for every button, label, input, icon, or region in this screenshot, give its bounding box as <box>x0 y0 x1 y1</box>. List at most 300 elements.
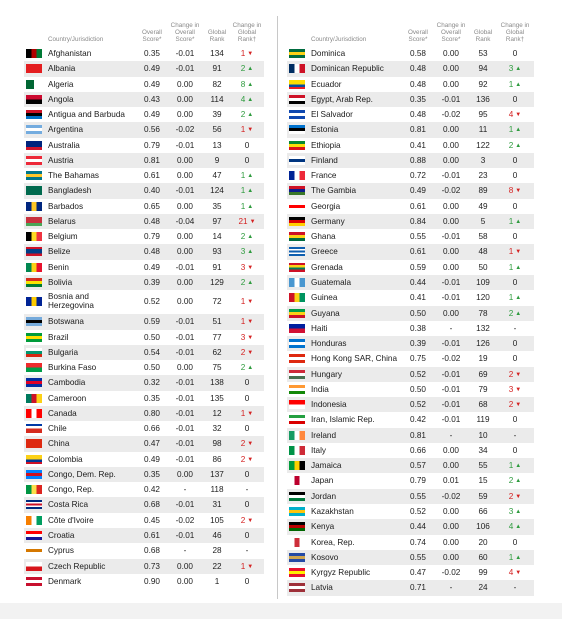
table-row <box>24 528 264 543</box>
arrow-down-icon: ▼ <box>247 299 254 306</box>
rank-change <box>232 559 262 575</box>
rank-change <box>499 229 531 244</box>
country-name: Bangladesh <box>48 186 92 196</box>
score-change: -0.01 <box>441 415 461 425</box>
flag-icon <box>26 95 42 104</box>
rank-change-value: 0 <box>512 94 518 104</box>
table-header <box>24 16 264 46</box>
flag-icon <box>289 400 305 409</box>
country-name: Korea, Rep. <box>311 537 355 547</box>
rank-change-value: 2 <box>508 400 514 410</box>
table-header <box>287 16 534 46</box>
country-name: Indonesia <box>311 400 347 410</box>
score-change: -0.01 <box>175 408 195 418</box>
arrow-up-icon: ▲ <box>247 81 254 88</box>
score-change: 0.00 <box>177 79 193 89</box>
overall-score: 0.61 <box>410 201 426 211</box>
flag-icon <box>289 431 305 440</box>
overall-score: 0.79 <box>144 232 160 242</box>
score-change: -0.01 <box>441 277 461 287</box>
arrow-down-icon: ▼ <box>515 371 522 378</box>
flag-icon <box>26 516 42 525</box>
rank-change-value: 0 <box>512 537 518 547</box>
rank-change <box>499 46 531 61</box>
global-rank: 94 <box>478 64 488 74</box>
country-name: Cambodia <box>48 378 86 388</box>
rank-change-value: 0 <box>512 201 518 211</box>
flag-icon <box>289 202 305 211</box>
rank-change <box>499 489 531 505</box>
score-change: -0.01 <box>441 171 461 181</box>
overall-score: 0.71 <box>410 583 426 593</box>
rank-change <box>499 214 531 230</box>
country-name: Denmark <box>48 576 82 586</box>
country-name: Colombia <box>48 454 83 464</box>
table-row <box>24 497 264 512</box>
global-rank: 19 <box>478 354 488 364</box>
table-row <box>24 513 264 528</box>
global-rank: 97 <box>212 216 222 226</box>
global-rank: 24 <box>478 583 488 593</box>
flag-icon <box>26 64 42 73</box>
flag-icon <box>289 95 305 104</box>
rank-change-value: 2 <box>508 369 514 379</box>
country-name: Congo, Dem. Rep. <box>48 469 116 479</box>
global-rank: 137 <box>210 469 224 479</box>
rank-change-value: 8 <box>508 186 514 196</box>
score-change: 0.00 <box>177 576 193 586</box>
table-row <box>287 397 534 412</box>
score-change: - <box>449 323 453 333</box>
global-rank: 79 <box>478 384 488 394</box>
rank-change-value: 0 <box>512 155 518 165</box>
rank-change <box>499 92 531 107</box>
score-change: -0.04 <box>175 216 195 226</box>
score-change: 0.00 <box>177 94 193 104</box>
country-name: Costa Rica <box>48 500 89 510</box>
flag-icon <box>26 141 42 150</box>
rank-change <box>232 46 262 62</box>
arrow-up-icon: ▲ <box>515 524 522 531</box>
rank-change-value: 3 <box>508 384 514 394</box>
country-name: Kosovo <box>311 552 339 562</box>
global-rank: 82 <box>212 79 222 89</box>
score-change: 0.00 <box>177 469 193 479</box>
rank-change-value: 3 <box>508 64 514 74</box>
score-change: -0.02 <box>441 491 461 501</box>
rank-change <box>232 513 262 529</box>
left-rows <box>24 46 264 589</box>
global-rank: 55 <box>478 461 488 471</box>
rank-change <box>499 260 531 276</box>
table-row <box>287 489 534 504</box>
overall-score: 0.81 <box>410 125 426 135</box>
rank-change <box>232 406 262 422</box>
table-row <box>287 306 534 321</box>
rank-change <box>232 107 262 123</box>
flag-icon <box>26 348 42 357</box>
score-change: -0.01 <box>175 140 195 150</box>
flag-icon <box>289 217 305 226</box>
global-rank: 32 <box>212 424 222 434</box>
score-change: 0.00 <box>177 171 193 181</box>
score-change: -0.01 <box>441 369 461 379</box>
country-name: Jamaica <box>311 461 342 471</box>
score-change: 0.00 <box>177 201 193 211</box>
rank-change-value: 0 <box>244 500 250 510</box>
left-table <box>24 16 264 589</box>
rank-change-value: 2 <box>240 232 246 242</box>
overall-score: 0.39 <box>410 339 426 349</box>
flag-icon <box>289 522 305 531</box>
arrow-up-icon: ▲ <box>515 127 522 134</box>
global-rank: 31 <box>212 500 222 510</box>
score-change: -0.01 <box>175 332 195 342</box>
score-change: -0.01 <box>441 384 461 394</box>
country-name: Bulgaria <box>48 347 79 357</box>
arrow-down-icon: ▼ <box>247 127 254 134</box>
rank-change-value: 2 <box>240 439 246 449</box>
table-row <box>24 153 264 168</box>
arrow-down-icon: ▼ <box>515 402 522 409</box>
rank-change-value: 0 <box>244 530 250 540</box>
rank-change-value: 2 <box>240 64 246 74</box>
header-change-overall: Change in Overall Score* <box>170 22 200 43</box>
country-name: Czech Republic <box>48 561 106 571</box>
table-row <box>287 77 534 92</box>
global-rank: 89 <box>478 186 488 196</box>
rank-change <box>232 528 262 543</box>
rank-change-value: 2 <box>508 491 514 501</box>
overall-score: 0.50 <box>144 363 160 373</box>
flag-icon <box>26 470 42 479</box>
table-row <box>24 482 264 497</box>
flag-icon <box>289 293 305 302</box>
score-change: 0.00 <box>177 155 193 165</box>
rank-change-value: 1 <box>240 49 246 58</box>
global-rank: 72 <box>212 297 222 307</box>
table-row <box>287 275 534 290</box>
global-rank: 35 <box>212 201 222 211</box>
overall-score: 0.75 <box>410 354 426 364</box>
rank-change-value: 1 <box>240 297 246 307</box>
overall-score: 0.55 <box>410 232 426 242</box>
score-change: -0.02 <box>441 110 461 120</box>
global-rank: 5 <box>480 216 486 226</box>
arrow-down-icon: ▼ <box>515 493 522 500</box>
arrow-down-icon: ▼ <box>515 249 522 256</box>
flag-icon <box>289 553 305 562</box>
global-rank: 99 <box>478 568 488 578</box>
overall-score: 0.81 <box>144 155 160 165</box>
global-rank: 66 <box>478 506 488 516</box>
flag-icon <box>26 156 42 165</box>
rank-change <box>232 168 262 184</box>
country-name: Jordan <box>311 491 337 501</box>
rank-change <box>232 214 262 230</box>
rank-change <box>232 360 262 376</box>
rank-change-value: 1 <box>240 186 246 196</box>
rank-change-value: - <box>245 546 249 556</box>
rank-change-value: 1 <box>240 201 246 211</box>
overall-score: 0.50 <box>410 308 426 318</box>
rank-change-value: 0 <box>244 424 250 434</box>
table-row <box>24 436 264 451</box>
rank-change <box>232 482 262 497</box>
overall-score: 0.47 <box>410 568 426 578</box>
rank-change-value: 1 <box>508 461 514 471</box>
global-rank: 51 <box>212 317 222 327</box>
country-name: Belgium <box>48 232 78 242</box>
country-name: The Gambia <box>311 186 357 196</box>
table-row <box>24 290 264 314</box>
score-change: -0.01 <box>175 186 195 196</box>
flag-icon <box>289 171 305 180</box>
rank-change-value: 2 <box>508 140 514 150</box>
score-change: -0.01 <box>441 339 461 349</box>
country-name: Antigua and Barbuda <box>48 110 125 120</box>
rank-change-value: 1 <box>508 293 514 303</box>
rank-change <box>499 168 531 183</box>
country-name: Dominica <box>311 49 346 58</box>
column-divider <box>277 16 278 599</box>
flag-icon <box>26 125 42 134</box>
country-name: Guatemala <box>311 277 352 287</box>
rank-change-value: 2 <box>240 515 246 525</box>
overall-score: 0.66 <box>144 424 160 434</box>
flag-icon <box>289 324 305 333</box>
country-name: Austria <box>48 155 74 165</box>
score-change: -0.02 <box>175 125 195 135</box>
rank-change <box>232 421 262 436</box>
global-rank: 10 <box>478 430 488 440</box>
overall-score: 0.49 <box>410 186 426 196</box>
rank-change <box>232 452 262 468</box>
flag-icon <box>26 217 42 226</box>
overall-score: 0.68 <box>144 546 160 556</box>
rank-change <box>232 345 262 361</box>
country-name: Belarus <box>48 216 76 226</box>
arrow-up-icon: ▲ <box>515 310 522 317</box>
country-name: Bolivia <box>48 277 73 287</box>
flag-icon <box>289 538 305 547</box>
overall-score: 0.50 <box>144 332 160 342</box>
table-row <box>287 92 534 107</box>
country-name: Estonia <box>311 125 339 135</box>
flag-icon <box>289 583 305 592</box>
rank-change <box>499 275 531 290</box>
rank-change-value: 0 <box>244 140 250 150</box>
overall-score: 0.49 <box>144 79 160 89</box>
arrow-down-icon: ▼ <box>515 112 522 119</box>
rank-change-value: 0 <box>512 354 518 364</box>
flag-icon <box>289 247 305 256</box>
score-change: 0.00 <box>177 110 193 120</box>
rank-change <box>499 428 531 443</box>
overall-score: 0.32 <box>144 378 160 388</box>
rank-change-value: 1 <box>508 262 514 272</box>
country-name: Haiti <box>311 323 328 333</box>
arrow-down-icon: ▼ <box>247 334 254 341</box>
country-name: Kazakhstan <box>311 506 354 516</box>
table-row <box>24 77 264 92</box>
flag-icon <box>289 186 305 195</box>
global-rank: 48 <box>478 247 488 257</box>
score-change: -0.02 <box>441 568 461 578</box>
country-name: Japan <box>311 476 334 486</box>
right-table <box>287 16 534 596</box>
overall-score: 0.68 <box>144 500 160 510</box>
overall-score: 0.55 <box>410 552 426 562</box>
flag-icon <box>289 49 305 58</box>
rank-change <box>232 77 262 93</box>
score-change: -0.02 <box>175 515 195 525</box>
global-rank: 135 <box>210 393 224 403</box>
right-rows <box>287 46 534 596</box>
rank-change-value: 1 <box>508 79 514 89</box>
country-name: Kyrgyz Republic <box>311 568 371 578</box>
rank-change-value: 4 <box>508 568 514 578</box>
global-rank: 68 <box>478 400 488 410</box>
overall-score: 0.41 <box>410 293 426 303</box>
overall-score: 0.84 <box>410 216 426 226</box>
table-row <box>24 345 264 360</box>
score-change: 0.00 <box>177 232 193 242</box>
rank-change-value: 2 <box>240 363 246 373</box>
score-change: -0.01 <box>441 400 461 410</box>
rank-change <box>499 382 531 398</box>
arrow-down-icon: ▼ <box>247 264 254 271</box>
rank-change-value: 1 <box>508 552 514 562</box>
flag-icon <box>289 278 305 287</box>
country-name: Ethiopia <box>311 140 341 150</box>
country-name: Brazil <box>48 332 69 342</box>
rank-change-value: 0 <box>244 378 250 388</box>
table-row <box>24 360 264 375</box>
country-name: Canada <box>48 408 77 418</box>
table-row <box>24 330 264 345</box>
country-name: Croatia <box>48 530 75 540</box>
overall-score: 0.35 <box>144 393 160 403</box>
table-row <box>287 153 534 168</box>
country-name: Hong Kong SAR, China <box>311 354 398 364</box>
global-rank: 14 <box>212 232 222 242</box>
rank-change-value: 1 <box>240 561 246 571</box>
arrow-up-icon: ▲ <box>247 173 254 180</box>
global-rank: 134 <box>210 49 224 58</box>
overall-score: 0.42 <box>410 415 426 425</box>
arrow-up-icon: ▲ <box>247 203 254 210</box>
rank-change-value: 0 <box>512 339 518 349</box>
rank-change-value: 21 <box>238 216 248 226</box>
overall-score: 0.57 <box>410 461 426 471</box>
arrow-up-icon: ▲ <box>515 463 522 470</box>
flag-icon <box>26 171 42 180</box>
global-rank: 132 <box>476 323 490 333</box>
country-name: Guinea <box>311 293 338 303</box>
country-name: Botswana <box>48 317 84 327</box>
table-row <box>24 168 264 183</box>
rank-change <box>232 153 262 168</box>
rank-change <box>232 92 262 108</box>
table-row <box>24 260 264 275</box>
table-row <box>287 443 534 458</box>
flag-icon <box>289 461 305 470</box>
rank-change <box>499 321 531 336</box>
rank-change <box>232 436 262 452</box>
overall-score: 0.49 <box>144 64 160 74</box>
arrow-down-icon: ▼ <box>247 410 254 417</box>
rank-change-value: 3 <box>240 332 246 342</box>
overall-score: 0.55 <box>410 491 426 501</box>
arrow-up-icon: ▲ <box>247 365 254 372</box>
rank-change-value: - <box>513 323 517 333</box>
overall-score: 0.39 <box>144 277 160 287</box>
rank-change <box>232 314 262 330</box>
overall-score: 0.52 <box>144 297 160 307</box>
country-name: Afghanistan <box>48 49 92 58</box>
rank-change <box>232 260 262 276</box>
score-change: -0.01 <box>175 424 195 434</box>
overall-score: 0.59 <box>144 317 160 327</box>
score-change: -0.01 <box>175 393 195 403</box>
rank-change <box>232 138 262 153</box>
overall-score: 0.45 <box>144 515 160 525</box>
rank-change-value: 0 <box>512 277 518 287</box>
score-change: 0.00 <box>443 461 459 471</box>
country-name: Dominican Republic <box>311 64 384 74</box>
global-rank: 109 <box>476 277 490 287</box>
country-name: Egypt, Arab Rep. <box>311 94 373 104</box>
rank-change <box>499 244 531 260</box>
arrow-up-icon: ▲ <box>247 112 254 119</box>
global-rank: 91 <box>212 64 222 74</box>
overall-score: 0.42 <box>144 485 160 495</box>
rank-change <box>499 504 531 520</box>
flag-icon <box>26 80 42 89</box>
flag-icon <box>26 297 42 306</box>
score-change: 0.00 <box>443 216 459 226</box>
score-change: -0.02 <box>441 186 461 196</box>
rank-change <box>232 375 262 390</box>
flag-icon <box>289 446 305 455</box>
flag-icon <box>26 263 42 272</box>
overall-score: 0.72 <box>410 171 426 181</box>
table-row <box>24 61 264 76</box>
rank-change-value: 1 <box>508 247 514 257</box>
overall-score: 0.61 <box>410 247 426 257</box>
table-row <box>24 46 264 61</box>
rank-change <box>499 458 531 474</box>
global-rank: 69 <box>478 369 488 379</box>
rank-change <box>232 467 262 482</box>
rank-change <box>499 183 531 199</box>
score-change: -0.01 <box>175 500 195 510</box>
arrow-down-icon: ▼ <box>515 386 522 393</box>
arrow-up-icon: ▲ <box>247 66 254 73</box>
overall-score: 0.52 <box>410 400 426 410</box>
table-row <box>287 367 534 382</box>
score-change: -0.01 <box>441 232 461 242</box>
country-name: Honduras <box>311 339 347 349</box>
table-row <box>24 559 264 574</box>
global-rank: 1 <box>214 576 220 586</box>
global-rank: 56 <box>212 125 222 135</box>
rank-change-value: 1 <box>240 171 246 181</box>
country-name: Germany <box>311 216 345 226</box>
country-name: Angola <box>48 94 74 104</box>
rank-change <box>232 199 262 215</box>
